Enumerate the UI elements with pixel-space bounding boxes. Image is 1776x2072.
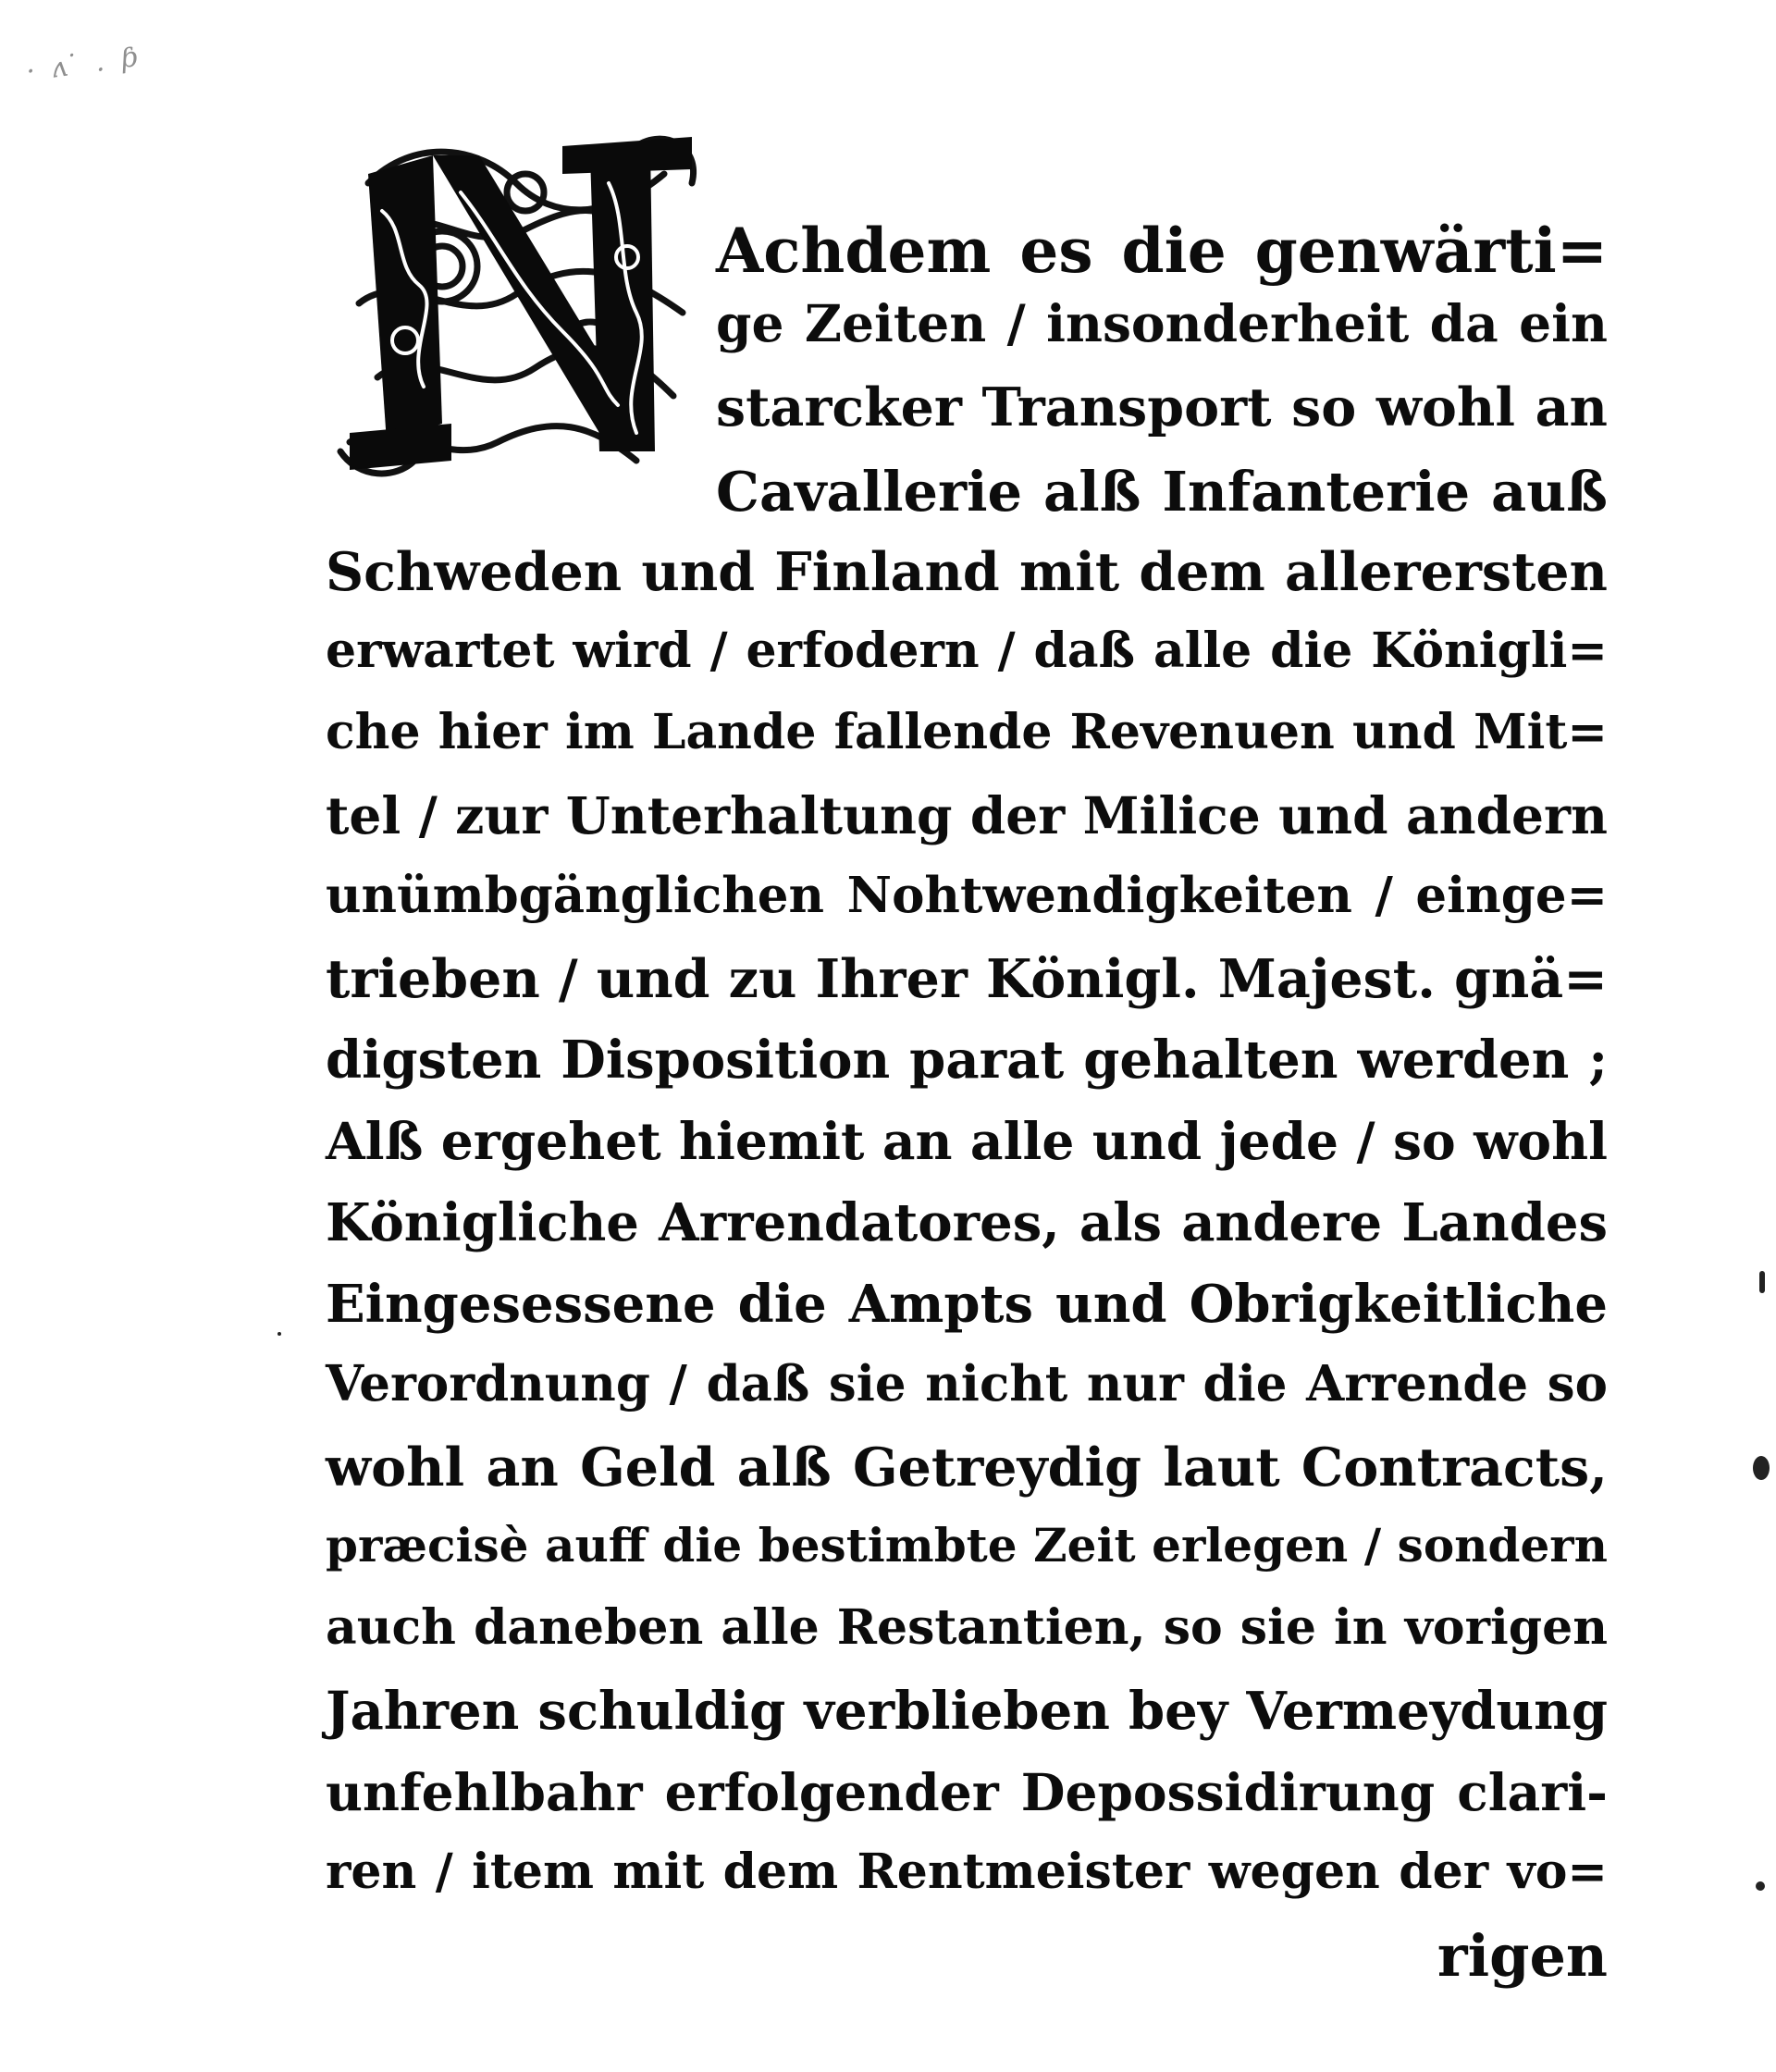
- text-line-12: Alß ergehet hiemit an alle und jede / so wohl: [326, 1111, 1608, 1171]
- text-line-2: ge Zeiten / insonderheit da ein: [716, 293, 1608, 353]
- text-line-10: trieben / und zu Ihrer Königl. Majest. gnä=: [326, 948, 1608, 1010]
- text-line-9: unümbgänglichen Nohtwendigkeiten / einge=: [326, 867, 1608, 924]
- text-line-7: che hier im Lande fallende Revenuen und Mit=: [326, 704, 1608, 760]
- text-line-15: Verordnung / daß sie nicht nur die Arrende so: [326, 1355, 1608, 1412]
- text-line-4: Cavallerie alß Infanterie auß: [716, 460, 1608, 524]
- text-line-21: ren / item mit dem Rentmeister wegen der vo=: [326, 1844, 1608, 1900]
- text-line-19: Jahren schuldig verblieben bey Vermeydung: [326, 1681, 1608, 1742]
- text-line-14: Eingesessene die Ampts und Obrigkeitliche: [326, 1274, 1608, 1335]
- catchword: rigen: [1437, 1922, 1608, 1990]
- text-line-16: wohl an Geld alß Getreydig laut Contracts,: [326, 1437, 1608, 1498]
- text-line-13: Königliche Arrendatores, als andere Landes: [326, 1192, 1608, 1253]
- text-line-6: erwartet wird / erfodern / daß alle die Königli=: [326, 623, 1608, 679]
- text-line-1: Achdem es die genwärti=: [716, 215, 1608, 287]
- decorated-initial-n-icon: [331, 118, 720, 488]
- text-line-3: starcker Transport so wohl an: [716, 376, 1608, 438]
- scan-speck: [278, 1332, 281, 1336]
- text-line-18: auch daneben alle Restantien, so sie in vorigen: [326, 1599, 1608, 1656]
- text-line-11: digsten Disposition parat gehalten werden ;: [326, 1030, 1608, 1091]
- text-line-20: unfehlbahr erfolgender Depossidirung clari-: [326, 1762, 1608, 1822]
- text-line-8: tel / zur Unterhaltung der Milice und andern: [326, 785, 1608, 845]
- margin-annotation: · ʌ ̇ . ƥ: [24, 40, 144, 89]
- scan-speck: [1756, 1881, 1765, 1891]
- text-line-5: Schweden und Finland mit dem allerersten: [326, 541, 1608, 603]
- scan-speck: [1753, 1456, 1770, 1480]
- scan-speck: [1759, 1271, 1765, 1293]
- text-line-17: præcisè auff die bestimbte Zeit erlegen / sondern: [326, 1518, 1608, 1572]
